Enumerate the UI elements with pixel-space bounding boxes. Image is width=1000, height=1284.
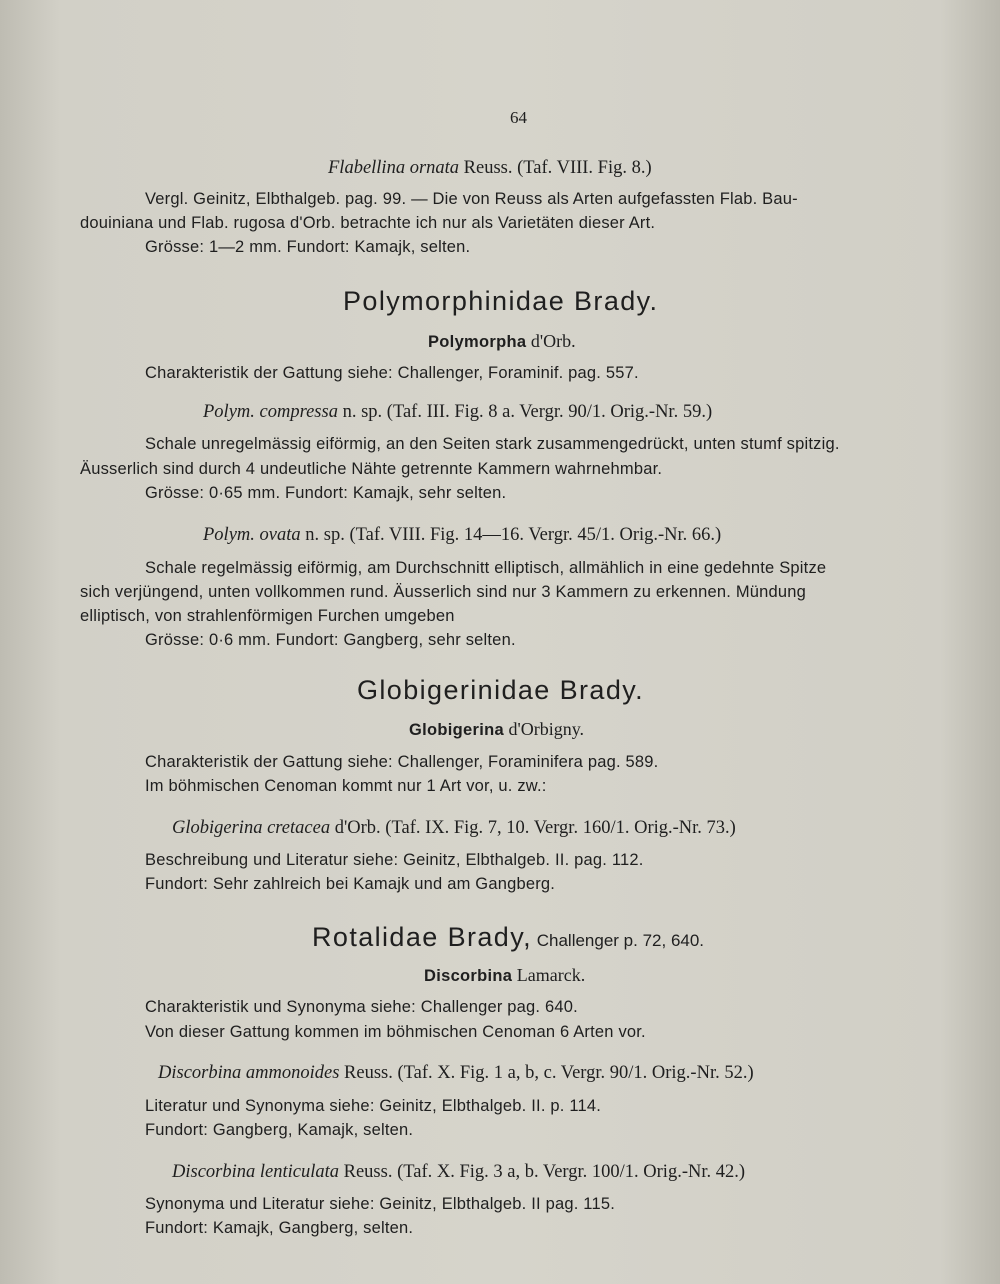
family-reference: Challenger p. 72, 640. — [532, 931, 705, 950]
species-name: Polym. compressa — [203, 402, 338, 422]
text-line: Beschreibung und Literatur siehe: Geinitz, Elbthalgeb. II. pag. 112. — [145, 851, 644, 869]
species-heading — [203, 401, 712, 423]
text-line: Fundort: Sehr zahlreich bei Kamajk und am Gangberg. — [145, 875, 556, 893]
species-heading — [172, 817, 736, 839]
species-name: Discorbina lenticulata — [172, 1162, 339, 1182]
genus-author: d'Orbigny. — [503, 719, 585, 739]
text-line: Fundort: Kamajk, Gangberg, selten. — [145, 1219, 414, 1237]
species-reference: n. sp. (Taf. III. Fig. 8 a. Vergr. 90/1. Orig.-Nr. 59.) — [337, 402, 713, 422]
family-heading: Polymorphinidae Brady. — [343, 286, 659, 316]
family-heading — [312, 922, 704, 953]
text-line: Synonyma und Literatur siehe: Geinitz, Elbthalgeb. II pag. 115. — [145, 1195, 615, 1213]
genus-author: d'Orb. — [526, 331, 576, 351]
text-line: sich verjüngend, unten vollkommen rund. Äusserlich sind nur 3 Kammern zu erkennen. Mündung — [80, 583, 807, 601]
genus-heading — [409, 719, 584, 740]
genus-heading — [428, 331, 576, 352]
genus-author: Lamarck. — [512, 965, 586, 985]
genus-name: Discorbina — [424, 967, 513, 985]
text-line: Von dieser Gattung kommen im böhmischen Cenoman 6 Arten vor. — [145, 1023, 646, 1041]
text-line: Grösse: 0·65 mm. Fundort: Kamajk, sehr selten. — [145, 484, 507, 502]
text-line: Schale unregelmässig eiförmig, an den Seiten stark zusammengedrückt, unten stumf spitzig. — [145, 435, 840, 453]
species-name: Discorbina ammonoides — [158, 1063, 340, 1083]
species-reference: Reuss. (Taf. X. Fig. 3 a, b. Vergr. 100/1. Orig.-Nr. 42.) — [339, 1162, 746, 1182]
species-name: Polym. ovata — [203, 525, 301, 545]
text-line: Charakteristik und Synonyma siehe: Challenger pag. 640. — [145, 998, 578, 1016]
species-reference: d'Orb. (Taf. IX. Fig. 7, 10. Vergr. 160/1. Orig.-Nr. 73.) — [330, 818, 736, 838]
species-reference: n. sp. (Taf. VIII. Fig. 14—16. Vergr. 45/1. Orig.-Nr. 66.) — [300, 525, 722, 545]
text-line: elliptisch, von strahlenförmigen Furchen umgeben — [80, 607, 455, 625]
genus-name: Polymorpha — [428, 333, 527, 351]
genus-heading — [424, 965, 585, 986]
page-number: 64 — [510, 108, 527, 127]
species-heading — [172, 1161, 745, 1183]
family-title: Rotalidae Brady, — [312, 922, 533, 952]
species-name: Flabellina ornata — [328, 158, 460, 178]
text-line: douiniana und Flab. rugosa d'Orb. betrachte ich nur als Varietäten dieser Art. — [80, 214, 656, 232]
species-reference: Reuss. (Taf. VIII. Fig. 8.) — [459, 158, 652, 178]
text-line: Schale regelmässig eiförmig, am Durchschnitt elliptisch, allmählich in eine gedehnte Spitze — [145, 559, 827, 577]
text-line: Grösse: 1—2 mm. Fundort: Kamajk, selten. — [145, 238, 471, 256]
text-line: Grösse: 0·6 mm. Fundort: Gangberg, sehr selten. — [145, 631, 516, 649]
species-heading — [328, 157, 652, 179]
text-line: Charakteristik der Gattung siehe: Challenger, Foraminif. pag. 557. — [145, 364, 639, 382]
species-heading — [203, 524, 721, 546]
text-line: Fundort: Gangberg, Kamajk, selten. — [145, 1121, 414, 1139]
species-name: Globigerina cretacea — [172, 818, 331, 838]
text-line: Charakteristik der Gattung siehe: Challenger, Foraminifera pag. 589. — [145, 753, 659, 771]
text-line: Vergl. Geinitz, Elbthalgeb. pag. 99. — Die von Reuss als Arten aufgefassten Flab. Bau- — [145, 190, 798, 208]
text-line: Im böhmischen Cenoman kommt nur 1 Art vor, u. zw.: — [145, 777, 547, 795]
text-line: Äusserlich sind durch 4 undeutliche Nähte getrennte Kammern wahrnehmbar. — [80, 460, 663, 478]
species-heading — [158, 1062, 754, 1084]
species-reference: Reuss. (Taf. X. Fig. 1 a, b, c. Vergr. 90/1. Orig.-Nr. 52.) — [339, 1063, 754, 1083]
text-line: Literatur und Synonyma siehe: Geinitz, Elbthalgeb. II. p. 114. — [145, 1097, 602, 1115]
family-heading: Globigerinidae Brady. — [357, 675, 645, 705]
genus-name: Globigerina — [409, 721, 504, 739]
